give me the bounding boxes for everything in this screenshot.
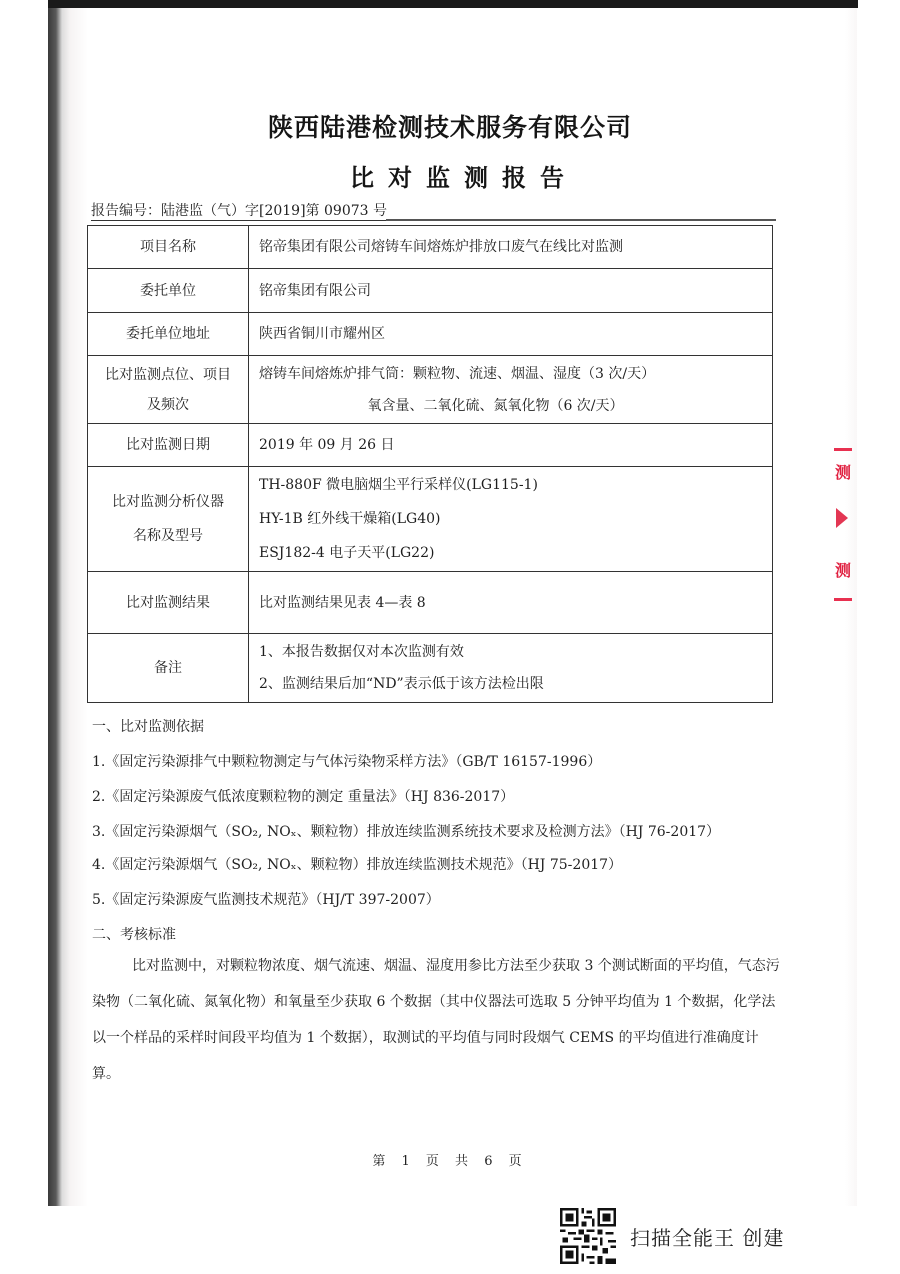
basis-item: 4.《固定污染源烟气（SO₂, NOₓ、颗粒物）排放连续监测技术规范》（HJ 75-2017） — [92, 857, 623, 873]
row-label: 委托单位地址 — [88, 313, 249, 356]
table-row — [88, 269, 773, 313]
seal-bar — [834, 598, 852, 601]
row-label — [88, 356, 249, 424]
row-value — [249, 467, 773, 572]
basis-item: 3.《固定污染源烟气（SO₂, NOₓ、颗粒物）排放连续监测系统技术要求及检测方法》（HJ 76-2017） — [92, 824, 721, 840]
table-row — [88, 313, 773, 356]
section-heading-basis: 一、比对监测依据 — [92, 719, 204, 735]
row-value: 比对监测结果见表 4—表 8 — [249, 572, 773, 634]
row-label: 比对监测日期 — [88, 424, 249, 467]
seal-bar — [834, 448, 852, 451]
report-info-table — [87, 225, 773, 703]
seal-char: 测 — [834, 463, 851, 482]
table-row — [88, 424, 773, 467]
watermark-text: 扫描全能王 创建 — [630, 1225, 785, 1250]
row-value — [249, 634, 773, 703]
seal-triangle-icon — [836, 508, 848, 528]
basis-item: 2.《固定污染源废气低浓度颗粒物的测定 重量法》（HJ 836-2017） — [92, 789, 515, 805]
scanner-watermark — [560, 1208, 784, 1264]
row-label: 比对监测结果 — [88, 572, 249, 634]
company-name: 陕西陆港检测技术服务有限公司 — [267, 113, 632, 142]
row-value: 铭帝集团有限公司熔铸车间熔炼炉排放口废气在线比对监测 — [249, 226, 773, 269]
report-number — [91, 200, 386, 221]
row-label — [88, 467, 249, 572]
row-label: 备注 — [88, 634, 249, 703]
table-row — [88, 226, 773, 269]
basis-item: 5.《固定污染源废气监测技术规范》（HJ/T 397-2007） — [92, 892, 440, 908]
section-heading-standard: 二、考核标准 — [92, 927, 176, 943]
instrument-item: TH-880F 微电脑烟尘平行采样仪(LG115-1) — [259, 477, 538, 493]
report-number-value: 陆港监（气）字[2019]第 09073 号 — [161, 203, 387, 219]
row-value-line: 氧含量、二氧化硫、氮氧化物（6 次/天） — [367, 397, 624, 414]
scan-top-edge — [48, 0, 858, 8]
row-label-line: 名称及型号 — [133, 528, 203, 544]
instrument-item: ESJ182-4 电子天平(LG22) — [259, 545, 435, 561]
row-label: 项目名称 — [88, 226, 249, 269]
standard-paragraph: 比对监测中，对颗粒物浓度、烟气流速、烟温、湿度用参比方法至少获取 3 个测试断面的平均值，气态污染物（二氧化硫、氮氧化物）和氧量至少获取 6 个数据（其中仪器法可选取 5 分钟平均值为 1 个数据，化学法以一个样品的采样时间段平均值为 1 个数据），取测试的平均值与同时段烟气 CEMS 的平均值进行准确度计算。 — [92, 958, 780, 1082]
basis-item: 1.《固定污染源排气中颗粒物测定与气体污染物采样方法》（GB/T 16157-1996） — [92, 754, 602, 770]
row-label-line: 比对监测分析仪器 — [112, 494, 224, 510]
table-row — [88, 467, 773, 572]
row-label: 委托单位 — [88, 269, 249, 313]
red-seal-stamp — [832, 448, 854, 608]
row-value: 2019 年 09 月 26 日 — [249, 424, 773, 467]
row-value-line: 熔铸车间熔炼炉排气筒：颗粒物、流速、烟温、湿度（3 次/天） — [259, 365, 656, 382]
row-value: 铭帝集团有限公司 — [249, 269, 773, 313]
row-value — [249, 356, 773, 424]
report-title: 比对监测报告 — [350, 163, 578, 192]
note-item: 2、监测结果后加“ND”表示低于该方法检出限 — [259, 676, 544, 692]
table-row — [88, 356, 773, 424]
note-item: 1、本报告数据仅对本次监测有效 — [259, 644, 464, 660]
page-number: 第 1 页 共 6 页 — [372, 1154, 528, 1169]
row-value: 陕西省铜川市耀州区 — [249, 313, 773, 356]
seal-char: 测 — [834, 561, 851, 580]
table-row — [88, 572, 773, 634]
table-row — [88, 634, 773, 703]
qr-code-icon — [560, 1208, 616, 1264]
row-label-line: 及频次 — [147, 396, 189, 413]
report-number-label: 报告编号： — [91, 203, 161, 219]
row-label-line: 比对监测点位、项目 — [105, 366, 231, 383]
instrument-item: HY-1B 红外线干燥箱(LG40) — [259, 511, 441, 527]
report-number-underline — [386, 219, 776, 221]
